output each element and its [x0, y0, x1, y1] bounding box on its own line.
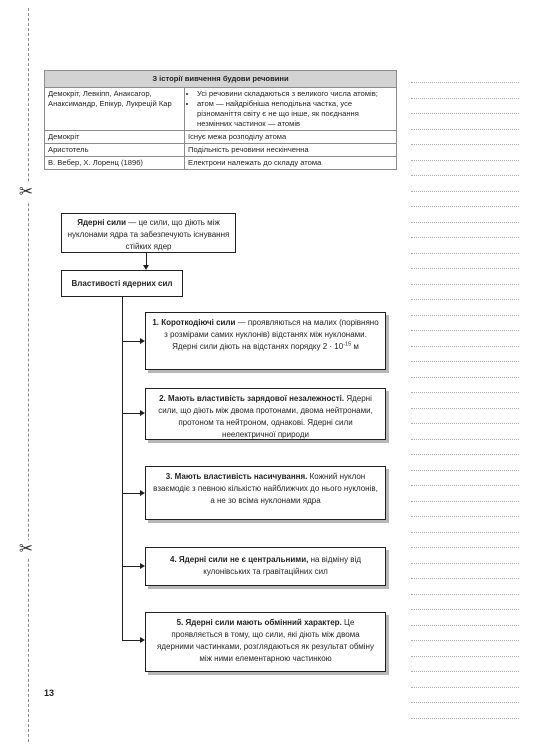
note-line: [411, 179, 519, 192]
note-line: [411, 675, 519, 688]
property-box-1: [145, 312, 386, 370]
property-box-5: [145, 612, 386, 672]
note-line: [411, 644, 519, 657]
list-item: • атом — найдрібніша неподільна частка, усе різноманіття світу є не що інше, як поєднання незмінних частинок — атомів: [197, 99, 393, 129]
table-cell-who: Демокріт, Левкіпп, Анаксагор, Анаксимандр, Епікур, Лукрецій Кар: [45, 88, 185, 131]
connector-line: [122, 413, 140, 414]
table-cell-what: Електрони належать до складу атома: [185, 157, 397, 170]
note-line: [411, 504, 519, 517]
note-line: [411, 659, 519, 672]
connector-line: [146, 253, 147, 265]
connector-line: [122, 297, 123, 641]
connector-line: [122, 640, 140, 641]
property-box-2: [145, 388, 386, 440]
table-cell-who: Демокріт: [45, 131, 185, 144]
note-line: [411, 427, 519, 440]
table-row: [45, 157, 397, 170]
note-line: [411, 148, 519, 161]
note-line: [411, 566, 519, 579]
note-line: [411, 101, 519, 114]
definition-text: — це сили, що діють між нуклонами ядра та забезпечують існування стійких ядер: [67, 218, 230, 251]
property-lead: 1. Короткодіючі сили: [152, 318, 236, 327]
note-line: [411, 613, 519, 626]
property-exponent: -15: [343, 341, 352, 348]
note-line: [411, 458, 519, 471]
note-line: [411, 582, 519, 595]
note-line: [411, 163, 519, 176]
property-lead: 5. Ядерні сили мають обмінний характер.: [176, 618, 342, 627]
note-line: [411, 256, 519, 269]
note-line: [411, 70, 519, 83]
note-line: [411, 690, 519, 703]
table-row: [45, 88, 397, 131]
scissors-icon: ✂: [14, 540, 38, 558]
definition-box: [61, 213, 236, 253]
property-text: на відміну від кулонівських та гравітаційних сил: [203, 555, 361, 576]
note-line: [411, 380, 519, 393]
note-line: [411, 303, 519, 316]
table-cell-who: Аристотель: [45, 144, 185, 157]
table-row: [45, 131, 397, 144]
note-line: [411, 489, 519, 502]
property-lead: 4. Ядерні сили не є центральними,: [170, 555, 309, 564]
page-number: 13: [44, 688, 55, 698]
note-line: [411, 318, 519, 331]
connector-line: [122, 341, 140, 342]
note-line: [411, 334, 519, 347]
note-line: [411, 272, 519, 285]
note-line: [411, 551, 519, 564]
history-table: [44, 70, 397, 170]
table-row: [45, 144, 397, 157]
property-text: — проявляються на малих (порівняно з розмірами самих нуклонів) відстанях між нуклонами. Ядерні сили діють на відстанях порядку 2 · 10: [164, 318, 379, 351]
note-line: [411, 365, 519, 378]
table-cell-what: Існує межа розподілу атома: [185, 131, 397, 144]
note-line: [411, 411, 519, 424]
note-line: [411, 117, 519, 130]
note-line: [411, 706, 519, 719]
note-line: [411, 225, 519, 238]
note-line: [411, 287, 519, 300]
scissors-icon: ✂: [14, 183, 38, 201]
cut-line: [28, 8, 29, 742]
note-line: [411, 473, 519, 486]
note-lines: [411, 70, 519, 721]
note-line: [411, 349, 519, 362]
property-lead: 3. Мають властивість насичування.: [165, 472, 308, 481]
note-line: [411, 194, 519, 207]
property-lead: 2. Мають властивість зарядової незалежності.: [159, 394, 345, 403]
table-cell-who: В. Вебер, Х. Лоренц (1896): [45, 157, 185, 170]
property-unit: м: [351, 342, 359, 351]
property-text: Це проявляється в тому, що сили, які діють між двома ядерними частинками, розглядаються як результат обміну між ними елементарною частинкою: [157, 618, 374, 663]
note-line: [411, 520, 519, 533]
note-line: [411, 396, 519, 409]
connector-line: [122, 493, 140, 494]
note-line: [411, 535, 519, 548]
table-title: З історії вивчення будови речовини: [45, 71, 397, 88]
definition-term: Ядерні сили: [77, 218, 127, 227]
note-line: [411, 86, 519, 99]
property-box-3: [145, 466, 386, 520]
table-cell-what: [185, 88, 397, 131]
connector-line: [122, 566, 140, 567]
note-line: [411, 597, 519, 610]
note-line: [411, 210, 519, 223]
note-line: [411, 442, 519, 455]
properties-title-box: Властивості ядерних сил: [61, 270, 183, 297]
note-line: [411, 241, 519, 254]
table-cell-what: Подільність речовини нескінченна: [185, 144, 397, 157]
property-box-4: [145, 547, 386, 586]
property-text: Ядерні сили, що діють між двома протонами, двома нейтронами, протоном та нейтроном, однакові. Ядерні сили неелектричної природи: [158, 394, 373, 439]
list-item: • Усі речовини складаються з великого числа атомів;: [197, 89, 393, 99]
note-line: [411, 628, 519, 641]
property-text: Кожний нуклон взаємодіє з певною кількістю найближчих до нього нуклонів, а не зо всіма нуклонами ядра: [153, 472, 378, 505]
note-line: [411, 132, 519, 145]
